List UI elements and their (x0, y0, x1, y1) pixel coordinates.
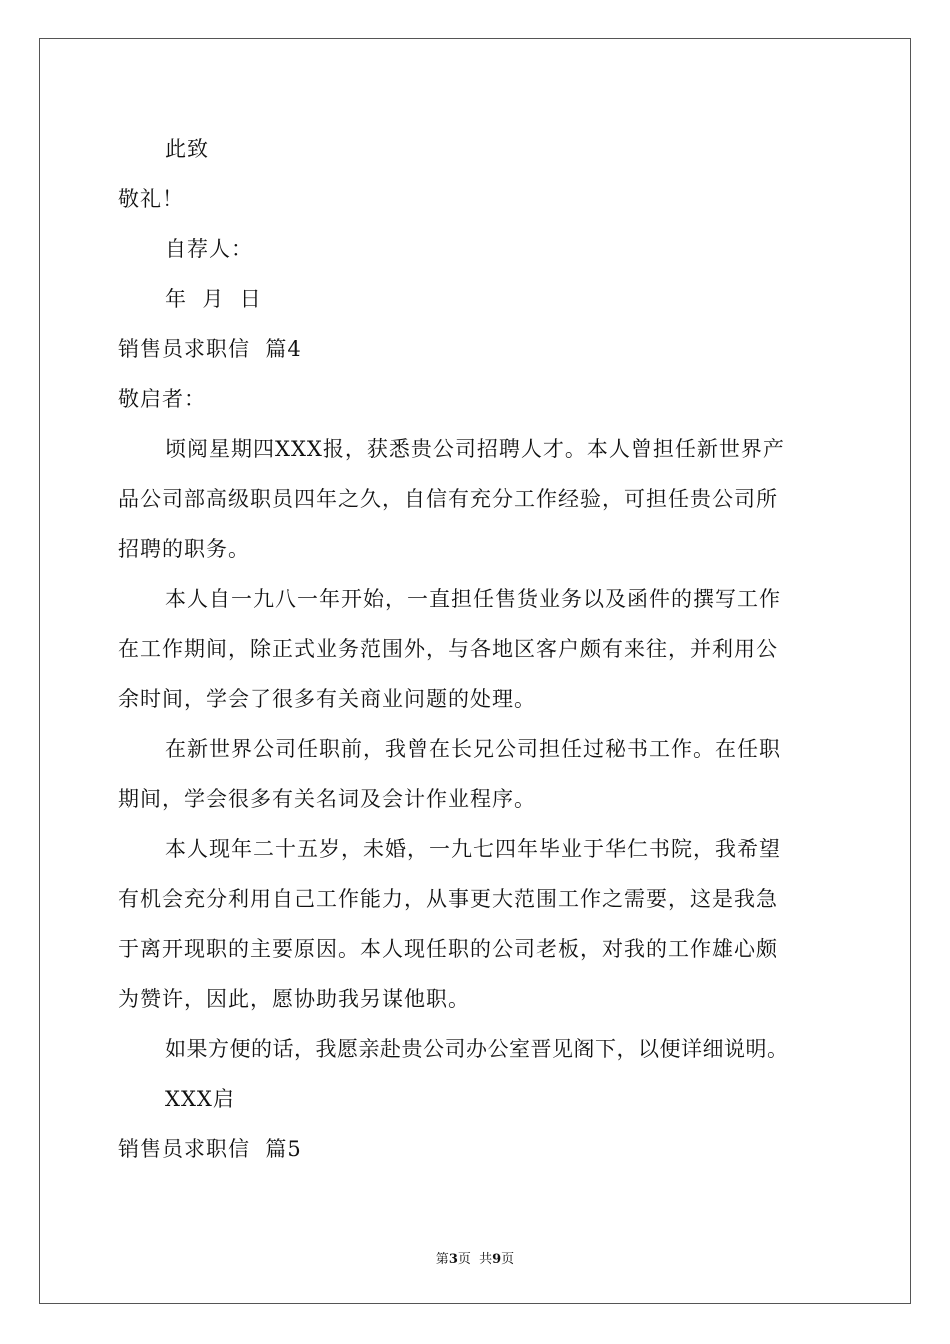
paragraph-3-line-1: 在新世界公司任职前，我曾在长兄公司担任过秘书工作。在任职 (165, 737, 781, 761)
paragraph-4-line-4: 为赞许，因此，愿协助我另谋他职。 (118, 987, 470, 1011)
paragraph-2-line-1: 本人自一九八一年开始，一直担任售货业务以及函件的撰写工作 (165, 587, 781, 611)
salutation: 敬启者： (118, 387, 206, 411)
paragraph-1-line-2: 品公司部高级职员四年之久，自信有充分工作经验，可担任贵公司所 (118, 487, 778, 511)
page-border (39, 38, 911, 1304)
sign-off: XXX启 (165, 1087, 235, 1111)
closing-line-2: 敬礼！ (118, 187, 184, 211)
footer-current-page: 3 (448, 1252, 458, 1267)
paragraph-5-line-1: 如果方便的话，我愿亲赴贵公司办公室晋见阁下，以便详细说明。 (165, 1037, 789, 1061)
paragraph-3-line-2: 期间，学会很多有关名词及会计作业程序。 (118, 787, 536, 811)
paragraph-1-line-3: 招聘的职务。 (118, 537, 250, 561)
closing-line-1: 此致 (165, 137, 209, 161)
date-line: 年 月 日 (165, 287, 262, 311)
paragraph-4-line-1: 本人现年二十五岁，未婚，一九七四年毕业于华仁书院，我希望 (165, 837, 781, 861)
signer-label: 自荐人： (165, 237, 253, 261)
footer-mid: 页 共 (457, 1252, 493, 1267)
footer-prefix: 第 (435, 1252, 449, 1267)
paragraph-4-line-2: 有机会充分利用自己工作能力，从事更大范围工作之需要，这是我急 (118, 887, 778, 911)
footer-suffix: 页 (501, 1252, 515, 1267)
section-heading-4: 销售员求职信 篇4 (118, 337, 302, 361)
paragraph-2-line-2: 在工作期间，除正式业务范围外，与各地区客户颇有来往，并利用公 (118, 637, 778, 661)
page-footer (0, 1248, 950, 1267)
footer-total-pages: 9 (492, 1252, 502, 1267)
paragraph-4-line-3: 于离开现职的主要原因。本人现任职的公司老板，对我的工作雄心颇 (118, 937, 778, 961)
section-heading-5: 销售员求职信 篇5 (118, 1137, 302, 1161)
paragraph-1-line-1: 顷阅星期四XXX报，获悉贵公司招聘人才。本人曾担任新世界产 (165, 437, 785, 461)
paragraph-2-line-3: 余时间，学会了很多有关商业问题的处理。 (118, 687, 536, 711)
